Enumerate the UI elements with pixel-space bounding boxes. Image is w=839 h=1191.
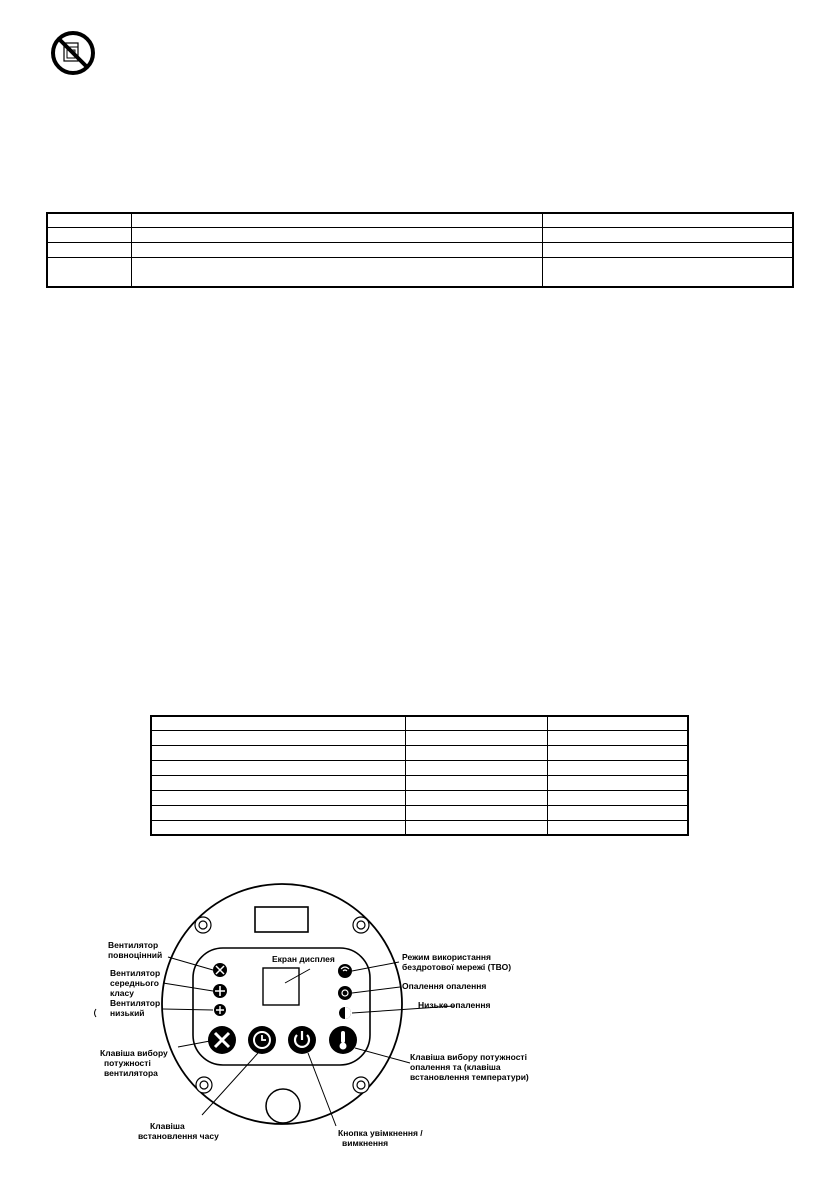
table-cell — [547, 760, 688, 775]
table-cell — [151, 760, 405, 775]
table-cell — [47, 242, 131, 257]
fan-select-label-2: потужності — [104, 1058, 151, 1068]
table-cell — [405, 820, 547, 835]
heating-label: Опалення опалення — [402, 981, 487, 991]
margin-mark — [95, 1009, 97, 1017]
display-label: Екран дисплея — [272, 954, 335, 964]
low-heat-label: Низьке опалення — [418, 1000, 491, 1010]
table-cell — [131, 242, 542, 257]
table-cell — [547, 730, 688, 745]
low-heat-indicator-icon — [339, 1007, 351, 1019]
power-button-icon — [288, 1026, 316, 1054]
table-cell — [131, 227, 542, 242]
spec-table-1 — [46, 212, 794, 288]
table-cell — [151, 745, 405, 760]
fan-mid-label-2: середнього — [110, 978, 159, 988]
table-cell — [47, 227, 131, 242]
fan-mid-label-3: класу — [110, 988, 134, 998]
power-label-2: вимкнення — [342, 1138, 389, 1148]
table-cell — [547, 775, 688, 790]
thermometer-button-icon — [329, 1026, 357, 1054]
table-cell — [47, 257, 131, 287]
display-screen — [263, 968, 299, 1005]
fan-select-label-3: вентилятора — [104, 1068, 158, 1078]
table-cell — [131, 213, 542, 227]
table-cell — [151, 716, 405, 730]
heat-select-label-1: Клавіша вибору потужності — [410, 1052, 527, 1062]
clock-button-icon — [248, 1026, 276, 1054]
fan-low-indicator-icon — [214, 1004, 226, 1016]
wireless-indicator-icon — [338, 964, 352, 978]
power-label-1: Кнопка увімкнення / — [338, 1128, 423, 1138]
table-cell — [131, 257, 542, 287]
bottom-port — [266, 1089, 300, 1123]
wireless-label-1: Режим використання — [402, 952, 492, 962]
table-cell — [547, 820, 688, 835]
table-cell — [547, 790, 688, 805]
table-cell — [542, 227, 793, 242]
table-cell — [405, 775, 547, 790]
fan-mid-label-1: Вентилятор — [110, 968, 161, 978]
table-cell — [542, 257, 793, 287]
table-cell — [151, 775, 405, 790]
spec-table-2 — [150, 715, 689, 836]
table-cell — [151, 820, 405, 835]
table-cell — [151, 730, 405, 745]
table-cell — [547, 716, 688, 730]
wireless-label-2: бездротової мережі (ТВО) — [402, 962, 512, 972]
table-cell — [405, 730, 547, 745]
fan-select-label-1: Клавіша вибору — [100, 1048, 168, 1058]
table-cell — [542, 213, 793, 227]
fan-select-button-icon — [208, 1026, 236, 1054]
table-cell — [405, 805, 547, 820]
table-cell — [547, 805, 688, 820]
table-cell — [151, 805, 405, 820]
heat-select-label-3: встановлення температури) — [410, 1072, 529, 1082]
heating-indicator-icon — [338, 986, 352, 1000]
fan-full-label-1: Вентилятор — [108, 940, 159, 950]
heat-select-label-2: опалення та (клавіша — [410, 1062, 501, 1072]
table-cell — [151, 790, 405, 805]
fan-low-label-2: низький — [110, 1008, 145, 1018]
fan-low-label-1: Вентилятор — [110, 998, 161, 1008]
time-label-1: Клавіша — [150, 1121, 185, 1131]
table-cell — [405, 745, 547, 760]
table-cell — [405, 760, 547, 775]
fan-full-label-2: повноцінний — [108, 950, 163, 960]
time-label-2: встановлення часу — [138, 1131, 219, 1141]
fan-full-indicator-icon — [213, 963, 227, 977]
control-panel-diagram — [0, 870, 839, 1170]
no-covering-prohibition-icon — [50, 30, 96, 76]
fan-medium-indicator-icon — [213, 984, 227, 998]
top-window — [255, 907, 308, 932]
table-cell — [547, 745, 688, 760]
table-cell — [47, 213, 131, 227]
table-cell — [405, 790, 547, 805]
table-cell — [542, 242, 793, 257]
table-cell — [405, 716, 547, 730]
